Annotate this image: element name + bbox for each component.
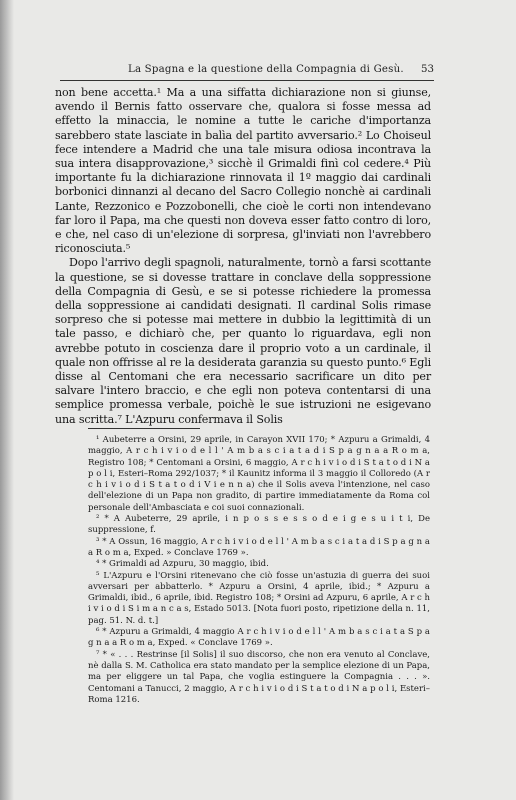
footnote: ¹ Aubeterre a Orsini, 29 aprile, in Carayon XVII 170; * Azpuru a Grimaldi, 4 maggio, A r c h i v i o d e l l ' A m b a s c i a t a d i S p a g n a a R o m a, Registro 108; * Centomani a Orsini, 6 maggio, A r c h i v i o d i S t a t o d i N a p o l i, Esteri–Roma 292/1037; * il Kaunitz informa il 3 maggio il Colloredo (A r c h i v i o d i S t a t o d i V i e n n a) che il Solis aveva l'intenzione, nel caso dell'elezione di un Papa non gradito, di partire immediatamente da Roma col personale dell'Ambasciata e coi suoi connazionali. bbox=[88, 435, 430, 513]
footnote: ⁷ * « . . . Restrinse [il Solis] il suo discorso, che non era venuto al Conclave, nè dalla S. M. Catholica era stato mandato per la semplice elezione di un Papa, ma per eliggere un tal Papa, che voglia estinguere la Compagnia . . . ». Centomani a Tanucci, 2 maggio, A r c h i v i o d i S t a t o d i N a p o l i, Esteri–Roma 1216. bbox=[88, 649, 430, 705]
footnote: ⁵ L'Azpuru e l'Orsini ritenevano che ciò fosse un'astuzia di guerra dei suoi avversari per abbatterlo. * Azpuru a Orsini, 4 aprile, ibid.; * Azpuru a Grimaldi, ibid., 6 aprile, ibid. Registro 108; * Orsini ad Azpuru, 6 aprile, A r c h i v i o d i S i m a n c a s, Estado 5013. [Nota fuori posto, ripetizione della n. 11, pag. 51. N. d. t.] bbox=[88, 570, 430, 626]
footnote: ³ * A Ossun, 16 maggio, A r c h i v i o d e l l ' A m b a s c i a t a d i S p a g n a a R o m a, Exped. » Conclave 1769 ». bbox=[88, 536, 430, 558]
running-header bbox=[60, 62, 434, 80]
running-title: La Spagna e la questione della Compagnia di Gesù. bbox=[128, 64, 404, 75]
page-number: 53 bbox=[421, 64, 434, 75]
main-text bbox=[55, 86, 431, 427]
footnote: ⁴ * Grimaldi ad Azpuru, 30 maggio, ibid. bbox=[96, 559, 269, 570]
header-rule bbox=[60, 80, 434, 81]
footnote: ⁶ * Azpuru a Grimaldi, 4 maggio A r c h i v i o d e l l ' A m b a s c i a t a S p a g n a a R o m a, Exped. « Conclave 1769 ». bbox=[88, 627, 430, 649]
body-paragraph: Dopo l'arrivo degli spagnoli, naturalmente, tornò a farsi scottante la questione, se si dovesse trattare in conclave della soppressione della Compagnia di Gesù, e se si potesse richiedere la promessa della soppressione ai candidati designati. Il cardinal Solis rimase sorpreso che si potesse mai mettere in dubbio la legittimità di un tale passo, e dichiarò che, per quanto lo riguardava, egli non avrebbe potuto in coscienza dare il proprio voto a un cardinale, il quale non offrisse al re la desiderata garanzia su questo punto.⁶ Egli disse al Centomani che era necessario sacrificare un dito per salvare l'intero braccio, e che egli non poteva contentarsi di una semplice promessa verbale, poichè le sue istruzioni ne esigevano una scritta.⁷ L'Azpuru confermava il Solis bbox=[55, 256, 431, 426]
footnote: ² * A Aubeterre, 29 aprile, i n p o s s e s s o d e i g e s u i t i, De suppressione, f. bbox=[88, 514, 430, 536]
footnotes bbox=[88, 435, 430, 706]
footnote-separator bbox=[88, 428, 200, 429]
body-paragraph: non bene accetta.¹ Ma a una siffatta dichiarazione non si giunse, avendo il Bernis fatto osservare che, qualora si fosse messa ad effetto la minaccia, le nomine a tutte le cariche d'importanza sarebbero state lasciate in balìa del partito avversario.² Lo Choiseul fece intendere a Madrid che una tale misura odiosa incontrava la sua intera disapprovazione,³ sicchè il Grimaldi finì col cedere.⁴ Più importante fu la dichiarazione rinnovata il 1º maggio dai cardinali borbonici dinnanzi al decano del Sacro Collegio nonchè ai cardinali Lante, Rezzonico e Pozzobonelli, che cioè le corti non intendevano far loro il Papa, ma che questi non doveva esser fatto contro di loro, e che, nel caso di un'elezione di sorpresa, gl'inviati non l'avrebbero riconosciuta.⁵ bbox=[55, 86, 431, 256]
